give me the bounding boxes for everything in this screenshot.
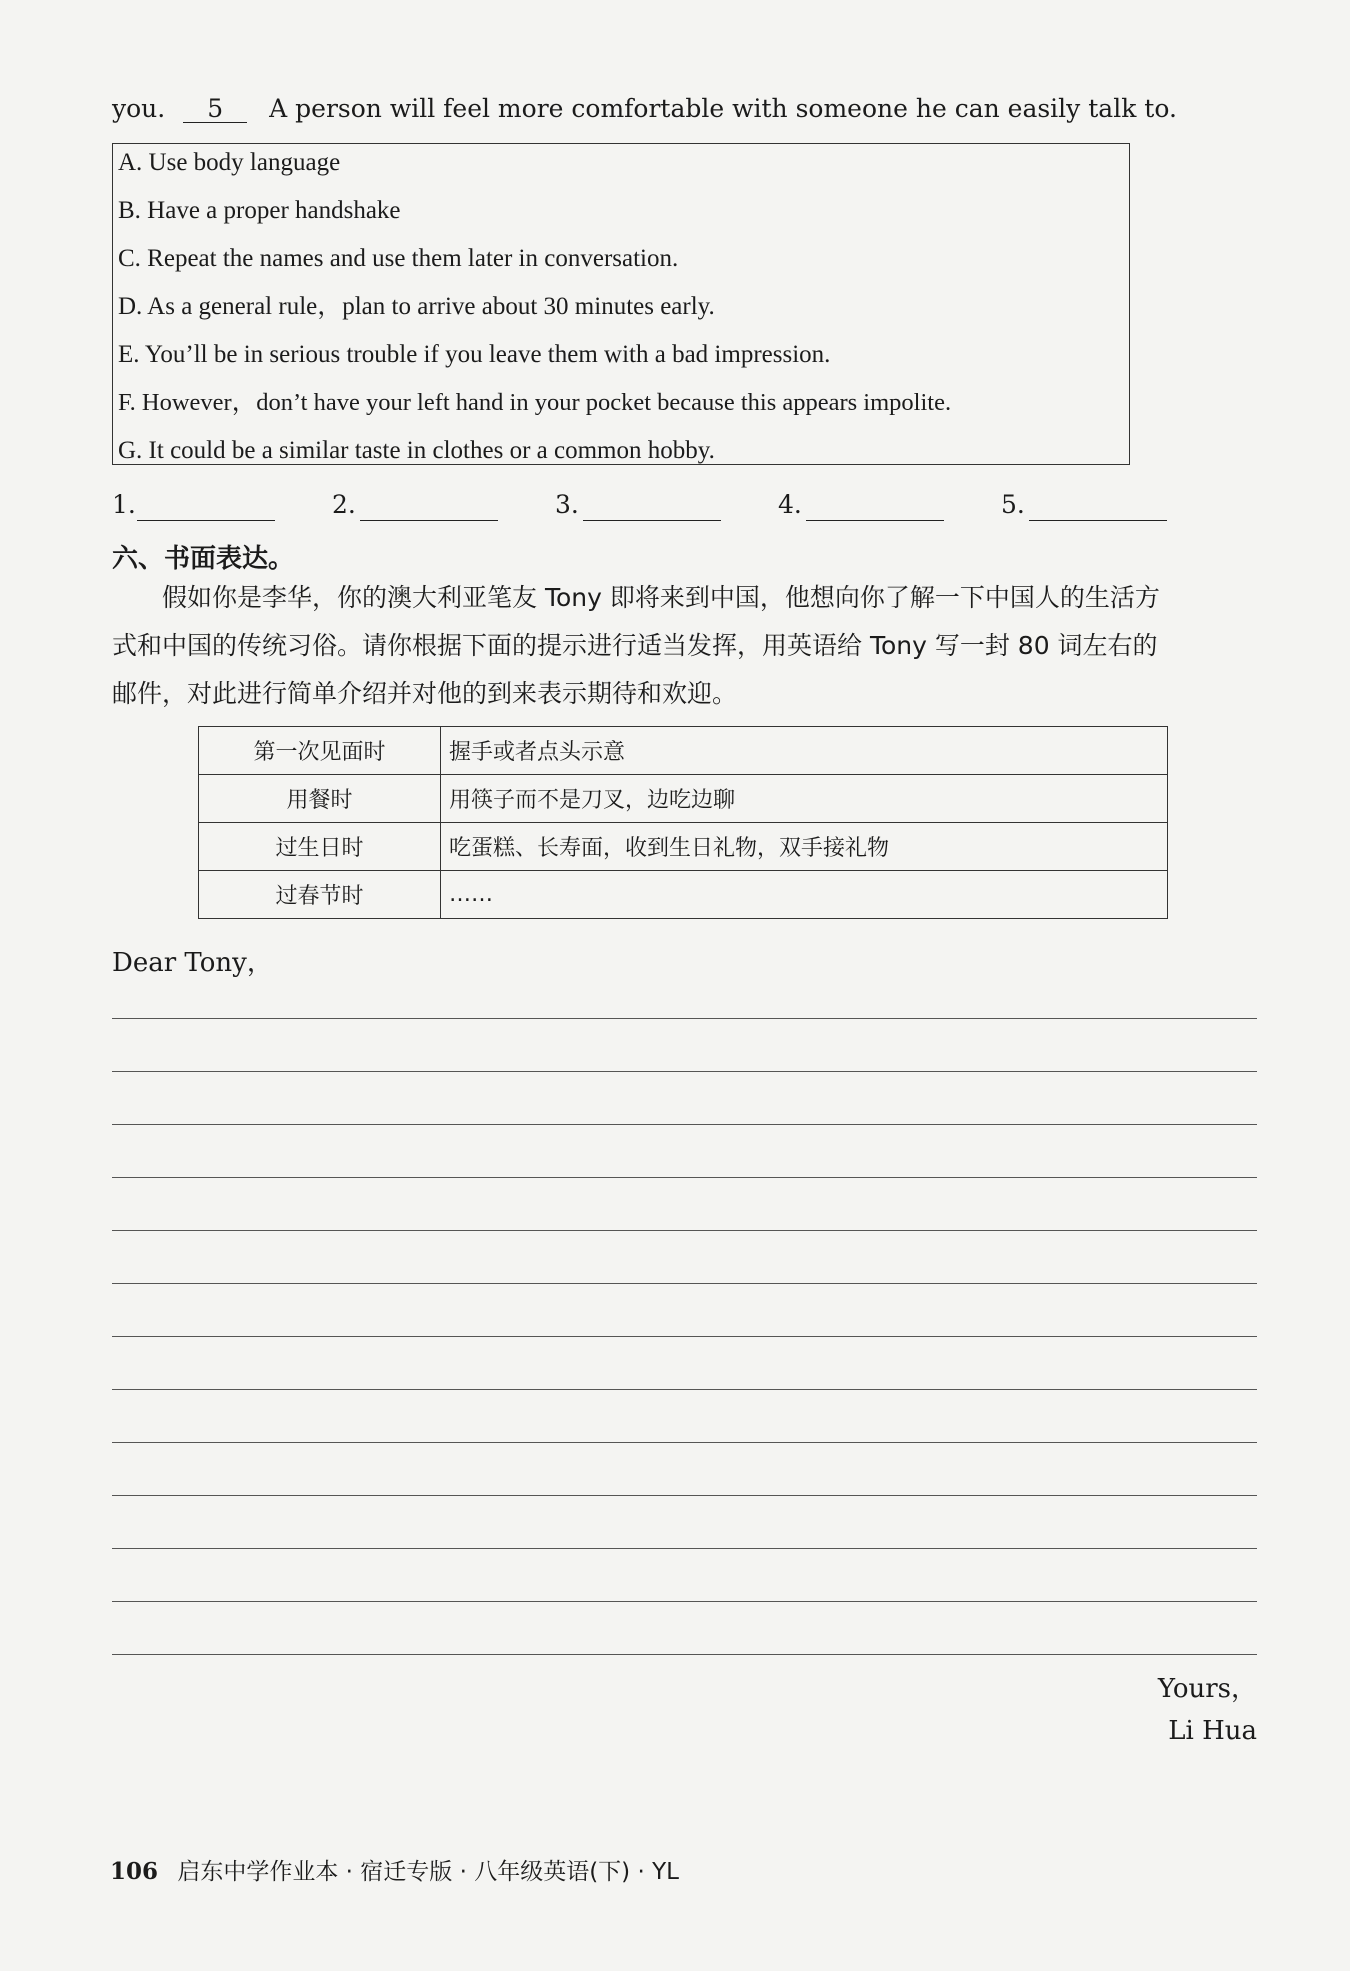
writing-line[interactable] [112,1124,1257,1125]
writing-line[interactable] [112,1177,1257,1178]
tip-cell: 握手或者点头示意 [441,727,1168,775]
page-footer [110,1853,679,1886]
answer-blank-3[interactable] [583,520,721,521]
option-f: F. However，don’t have your left hand in your pocket because this appears impolite. [118,389,952,416]
table-row [199,727,1168,775]
tip-cell: 吃蛋糕、长寿面，收到生日礼物，双手接礼物 [441,823,1168,871]
writing-line[interactable] [112,1018,1257,1019]
table-row [199,823,1168,871]
letter-signature: Li Hua [1168,1716,1257,1746]
answer-label-5: 5. [1001,490,1025,519]
occasion-cell: 过生日时 [199,823,441,871]
occasion-cell: 第一次见面时 [199,727,441,775]
answer-label-2: 2. [332,490,356,519]
writing-line[interactable] [112,1071,1257,1072]
writing-line[interactable] [112,1654,1257,1655]
writing-line[interactable] [112,1495,1257,1496]
page-number: 106 [110,1858,159,1885]
writing-line[interactable] [112,1548,1257,1549]
writing-line[interactable] [112,1283,1257,1284]
writing-line[interactable] [112,1230,1257,1231]
letter-greeting: Dear Tony， [112,948,273,978]
prompt-line-2: 式和中国的传统习俗。请你根据下面的提示进行适当发挥，用英语给 Tony 写一封 80 词左右的 [112,631,1158,660]
options-box [112,143,1130,465]
option-b: B. Have a proper handshake [118,197,401,224]
section-title: 六、书面表达。 [112,544,295,574]
book-title: 启东中学作业本 · 宿迁专版 · 八年级英语(下) · YL [177,1859,679,1885]
occasion-cell: 过春节时 [199,871,441,919]
answer-row [112,490,1172,524]
option-g: G. It could be a similar taste in clothes or a common hobby. [118,437,715,464]
passage-before-text: you. [112,94,166,123]
answer-label-3: 3. [555,490,579,519]
option-e: E. You’ll be in serious trouble if you leave them with a bad impression. [118,341,831,368]
tip-cell: 用筷子而不是刀叉，边吃边聊 [441,775,1168,823]
tip-cell: …… [441,871,1168,919]
table-row [199,775,1168,823]
passage-after-text: A person will feel more comfortable with someone he can easily talk to. [269,94,1177,123]
option-c: C. Repeat the names and use them later in conversation. [118,245,679,272]
prompt-line-1: 假如你是李华，你的澳大利亚笔友 Tony 即将来到中国，他想向你了解一下中国人的生活方 [162,583,1160,612]
option-d: D. As a general rule，plan to arrive about 30 minutes early. [118,293,715,320]
answer-label-1: 1. [112,490,136,519]
passage-tail [112,94,1177,124]
occasion-cell: 用餐时 [199,775,441,823]
writing-line[interactable] [112,1389,1257,1390]
writing-line[interactable] [112,1442,1257,1443]
answer-blank-5[interactable] [1029,520,1167,521]
letter-closing: Yours， [1157,1674,1257,1704]
filled-blank-5: 5 [183,96,247,123]
writing-line[interactable] [112,1601,1257,1602]
table-row [199,871,1168,919]
option-a: A. Use body language [118,149,341,176]
writing-line[interactable] [112,1336,1257,1337]
answer-blank-2[interactable] [360,520,498,521]
prompt-line-3: 邮件，对此进行简单介绍并对他的到来表示期待和欢迎。 [112,679,738,708]
answer-blank-1[interactable] [137,520,275,521]
answer-blank-4[interactable] [806,520,944,521]
answer-label-4: 4. [778,490,802,519]
tips-table [198,726,1168,919]
